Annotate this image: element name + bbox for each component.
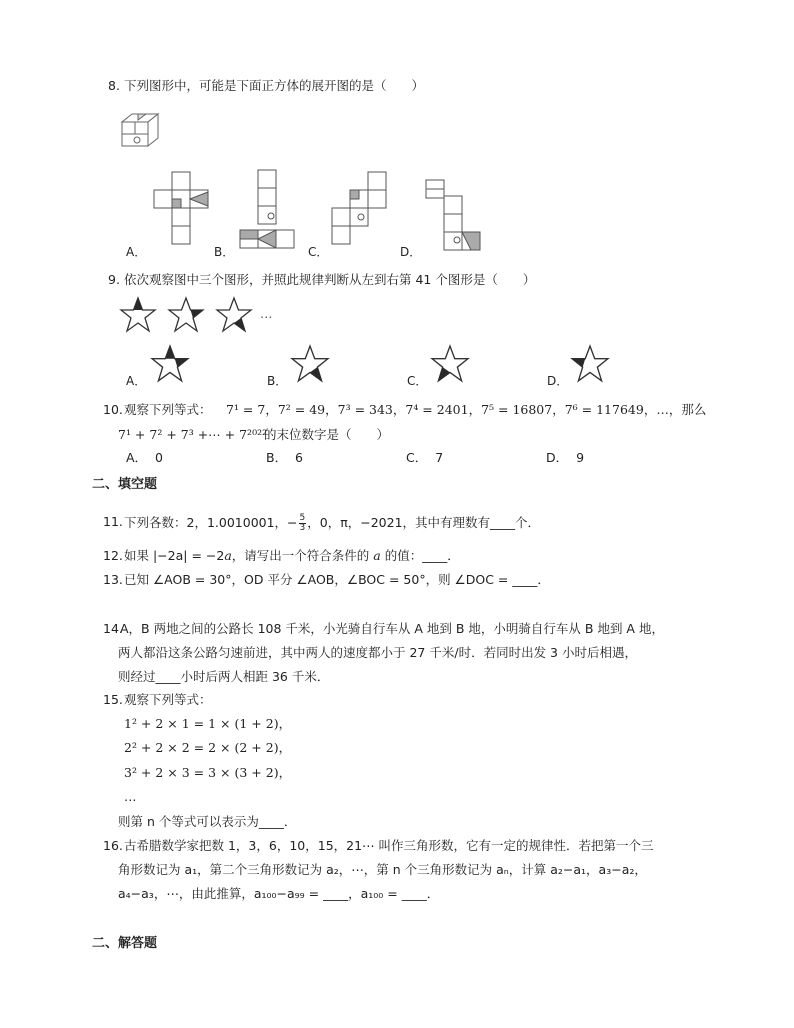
q10-prefix: 观察下列等式： — [124, 402, 212, 417]
q8-number: 8. — [108, 78, 120, 93]
q10-option-d-value: 9 — [576, 450, 585, 465]
net-option-d — [422, 176, 486, 258]
q10-option-c[interactable]: C． 7 — [406, 450, 444, 465]
q15-equation-1: 1² + 2 × 1 = 1 × (1 + 2)， — [124, 716, 292, 731]
q9-option-b-label[interactable]: B． — [267, 374, 288, 388]
q15-text: 观察下列等式： — [124, 692, 212, 707]
q10-sum: 7¹ + 7² + 7³ +⋯ + 7²⁰²² — [118, 427, 268, 442]
q10-number: 10. — [103, 402, 123, 417]
q10-option-d[interactable]: D． 9 — [546, 450, 585, 465]
star-option-d — [568, 344, 612, 384]
q16-line3: a₄−a₃，⋯，由此推算，a₁₀₀−a₉₉ = ____，a₁₀₀ = ____． — [118, 886, 440, 901]
q12-text: 如果 |−2a| = −2a，请写出一个符合条件的 a 的值：____． — [124, 548, 460, 563]
q8-option-d-label[interactable]: D． — [400, 245, 422, 259]
q14-line2: 两人都沿这条公路匀速前进，其中两人的速度都小于 27 千米/时．若同时出发 3 小时后相遇， — [118, 645, 637, 660]
star-option-a — [148, 344, 192, 384]
q11-number: 11. — [103, 514, 123, 529]
q12-number: 12. — [103, 548, 123, 563]
net-option-c — [328, 170, 398, 254]
star-sequence-1 — [118, 296, 158, 334]
net-option-a — [150, 170, 210, 252]
star-sequence-3 — [214, 296, 254, 334]
q15-number: 15. — [103, 692, 123, 707]
star-option-b — [288, 344, 332, 384]
q10-suffix: 的末位数字是（ ） — [264, 427, 390, 442]
q13-number: 13. — [103, 572, 123, 587]
q10-option-a[interactable]: A． 0 — [126, 450, 163, 465]
q15-equation-3: 3² + 2 × 3 = 3 × (3 + 2)， — [124, 765, 292, 780]
q10-equations: 7¹ = 7，7² = 49，7³ = 343，7⁴ = 2401，7⁵ = 16807，7⁶ = 117649，…，那么 — [226, 402, 707, 417]
q9-number: 9. — [108, 272, 120, 287]
q10-option-c-value: 7 — [435, 450, 444, 465]
q10-option-a-value: 0 — [155, 450, 163, 465]
star-option-c — [428, 344, 472, 384]
net-option-b — [236, 168, 308, 254]
q8-option-c-label[interactable]: C． — [308, 245, 329, 259]
cube-figure — [118, 112, 164, 152]
q9-text: 依次观察图中三个图形，并照此规律判断从左到右第 41 个图形是（ ） — [124, 272, 536, 287]
q15-equation-2: 2² + 2 × 2 = 2 × (2 + 2)， — [124, 740, 292, 755]
section-fill-in-heading: 二、填空题 — [92, 477, 158, 492]
q8-option-b-label[interactable]: B． — [214, 245, 235, 259]
q9-option-a-label[interactable]: A． — [126, 374, 147, 388]
q9-option-d-label[interactable]: D． — [547, 374, 569, 388]
section-solve-heading: 二、解答题 — [92, 936, 158, 951]
q14-line1: A，B 两地之间的公路长 108 千米，小光骑自行车从 A 地到 B 地，小明骑自行车从 B 地到 A 地， — [120, 621, 664, 636]
q11-text: 下列各数：2，1.0010001，− $\frac{5}{3}$ ，0，π，−2021，其中有理数有____个． — [124, 513, 541, 533]
q16-number: 16. — [103, 838, 123, 853]
q16-line1: 古希腊数学家把数 1，3，6，10，15，21⋯ 叫作三角形数，它有一定的规律性．若把第一个三 — [124, 838, 654, 853]
q16-line2: 角形数记为 a₁，第二个三角形数记为 a₂，⋯，第 n 个三角形数记为 aₙ，计算 a₂−a₁，a₃−a₂， — [118, 862, 647, 877]
q8-text: 下列图形中，可能是下面正方体的展开图的是（ ） — [124, 78, 425, 93]
q8-option-a-label[interactable]: A． — [126, 245, 147, 259]
q9-option-c-label[interactable]: C． — [407, 374, 428, 388]
q14-line3: 则经过____小时后两人相距 36 千米． — [118, 669, 330, 684]
q14-number: 14. — [103, 621, 123, 636]
q15-last: 则第 n 个等式可以表示为____． — [118, 814, 297, 829]
star-sequence-ellipsis: … — [260, 306, 273, 321]
q10-option-b-value: 6 — [295, 450, 303, 465]
star-sequence-2 — [166, 296, 206, 334]
q13-text: 已知 ∠AOB = 30°，OD 平分 ∠AOB，∠BOC = 50°，则 ∠DOC = ____． — [124, 572, 550, 587]
q10-option-b[interactable]: B． 6 — [266, 450, 303, 465]
fraction: $\frac{5}{3}$ — [299, 513, 306, 533]
q15-ellipsis: … — [124, 789, 137, 804]
